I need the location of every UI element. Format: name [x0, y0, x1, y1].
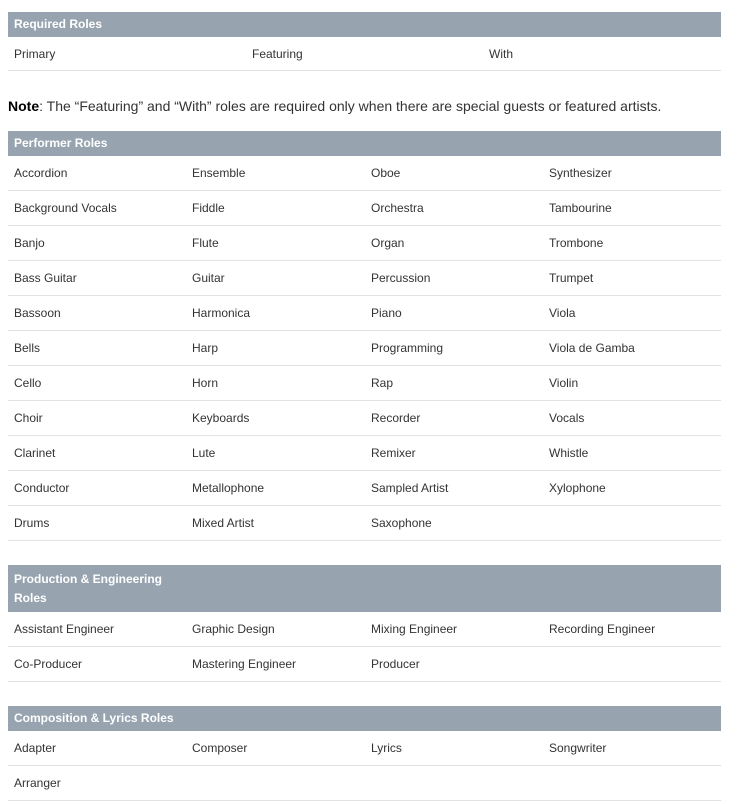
role-cell	[543, 647, 721, 682]
role-cell: Tambourine	[543, 191, 721, 226]
role-cell: Assistant Engineer	[8, 612, 186, 647]
production-roles-table	[8, 565, 721, 682]
role-cell: Guitar	[186, 261, 365, 296]
table-row	[8, 436, 721, 471]
note-label: Note	[8, 98, 40, 114]
role-cell: Mixing Engineer	[365, 612, 543, 647]
table-row	[8, 647, 721, 682]
role-cell: Percussion	[365, 261, 543, 296]
note-text: : The “Featuring” and “With” roles are required only when there are special guests or featured artists.	[39, 98, 662, 114]
role-cell: Remixer	[365, 436, 543, 471]
table-row	[8, 296, 721, 331]
production-header-line2: Roles	[14, 590, 47, 605]
role-cell	[186, 766, 365, 801]
role-cell: Arranger	[8, 766, 186, 801]
role-cell: Producer	[365, 647, 543, 682]
table-row	[8, 612, 721, 647]
role-cell: Vocals	[543, 401, 721, 436]
table-row	[8, 506, 721, 541]
role-cell: Primary	[8, 37, 246, 71]
role-cell: Accordion	[8, 156, 186, 191]
role-cell: Harp	[186, 331, 365, 366]
role-cell: Saxophone	[365, 506, 543, 541]
role-cell: Background Vocals	[8, 191, 186, 226]
table-row	[8, 401, 721, 436]
role-cell: Trombone	[543, 226, 721, 261]
composition-roles-header: Composition & Lyrics Roles	[8, 706, 721, 731]
role-cell: Co-Producer	[8, 647, 186, 682]
role-cell: Viola de Gamba	[543, 331, 721, 366]
role-cell: Viola	[543, 296, 721, 331]
role-cell: Composer	[186, 731, 365, 766]
performer-roles-table	[8, 131, 721, 541]
role-cell: Clarinet	[8, 436, 186, 471]
role-cell: Xylophone	[543, 471, 721, 506]
role-cell: Oboe	[365, 156, 543, 191]
production-roles-header	[8, 565, 186, 612]
table-row	[8, 37, 721, 71]
role-cell: Sampled Artist	[365, 471, 543, 506]
role-cell	[543, 766, 721, 801]
role-cell: Lyrics	[365, 731, 543, 766]
role-cell: Rap	[365, 366, 543, 401]
role-cell: Violin	[543, 366, 721, 401]
role-cell: Keyboards	[186, 401, 365, 436]
role-cell: Featuring	[246, 37, 483, 71]
role-cell: Orchestra	[365, 191, 543, 226]
role-cell: Conductor	[8, 471, 186, 506]
role-cell: Bassoon	[8, 296, 186, 331]
role-cell: Ensemble	[186, 156, 365, 191]
role-cell: Bass Guitar	[8, 261, 186, 296]
performer-roles-body	[8, 156, 721, 541]
role-cell: Adapter	[8, 731, 186, 766]
role-cell: Mastering Engineer	[186, 647, 365, 682]
production-roles-body	[8, 612, 721, 682]
role-cell: Metallophone	[186, 471, 365, 506]
role-cell: Choir	[8, 401, 186, 436]
role-cell: Songwriter	[543, 731, 721, 766]
role-cell	[365, 766, 543, 801]
role-cell: Flute	[186, 226, 365, 261]
role-cell: Banjo	[8, 226, 186, 261]
role-cell: Harmonica	[186, 296, 365, 331]
role-cell: Cello	[8, 366, 186, 401]
table-row	[8, 331, 721, 366]
role-cell: Graphic Design	[186, 612, 365, 647]
table-row	[8, 731, 721, 766]
table-row	[8, 471, 721, 506]
role-cell: Recording Engineer	[543, 612, 721, 647]
table-row	[8, 366, 721, 401]
table-row	[8, 766, 721, 801]
role-cell: Mixed Artist	[186, 506, 365, 541]
composition-roles-body	[8, 731, 721, 801]
role-cell: Organ	[365, 226, 543, 261]
role-cell: Lute	[186, 436, 365, 471]
role-cell: Drums	[8, 506, 186, 541]
role-cell: Fiddle	[186, 191, 365, 226]
role-cell: Bells	[8, 331, 186, 366]
required-roles-header: Required Roles	[8, 12, 721, 37]
role-cell: With	[483, 37, 721, 71]
table-row	[8, 261, 721, 296]
performer-roles-header: Performer Roles	[8, 131, 721, 156]
table-row	[8, 226, 721, 261]
composition-roles-table	[8, 706, 721, 801]
table-row	[8, 156, 721, 191]
roles-document	[8, 12, 721, 801]
role-cell: Recorder	[365, 401, 543, 436]
role-cell: Whistle	[543, 436, 721, 471]
role-cell: Horn	[186, 366, 365, 401]
role-cell: Synthesizer	[543, 156, 721, 191]
role-cell: Trumpet	[543, 261, 721, 296]
role-cell	[543, 506, 721, 541]
required-roles-table	[8, 12, 721, 71]
role-cell: Piano	[365, 296, 543, 331]
production-header-line1: Production & Engineering	[14, 571, 163, 586]
table-row	[8, 191, 721, 226]
note-paragraph	[8, 71, 721, 131]
role-cell: Programming	[365, 331, 543, 366]
